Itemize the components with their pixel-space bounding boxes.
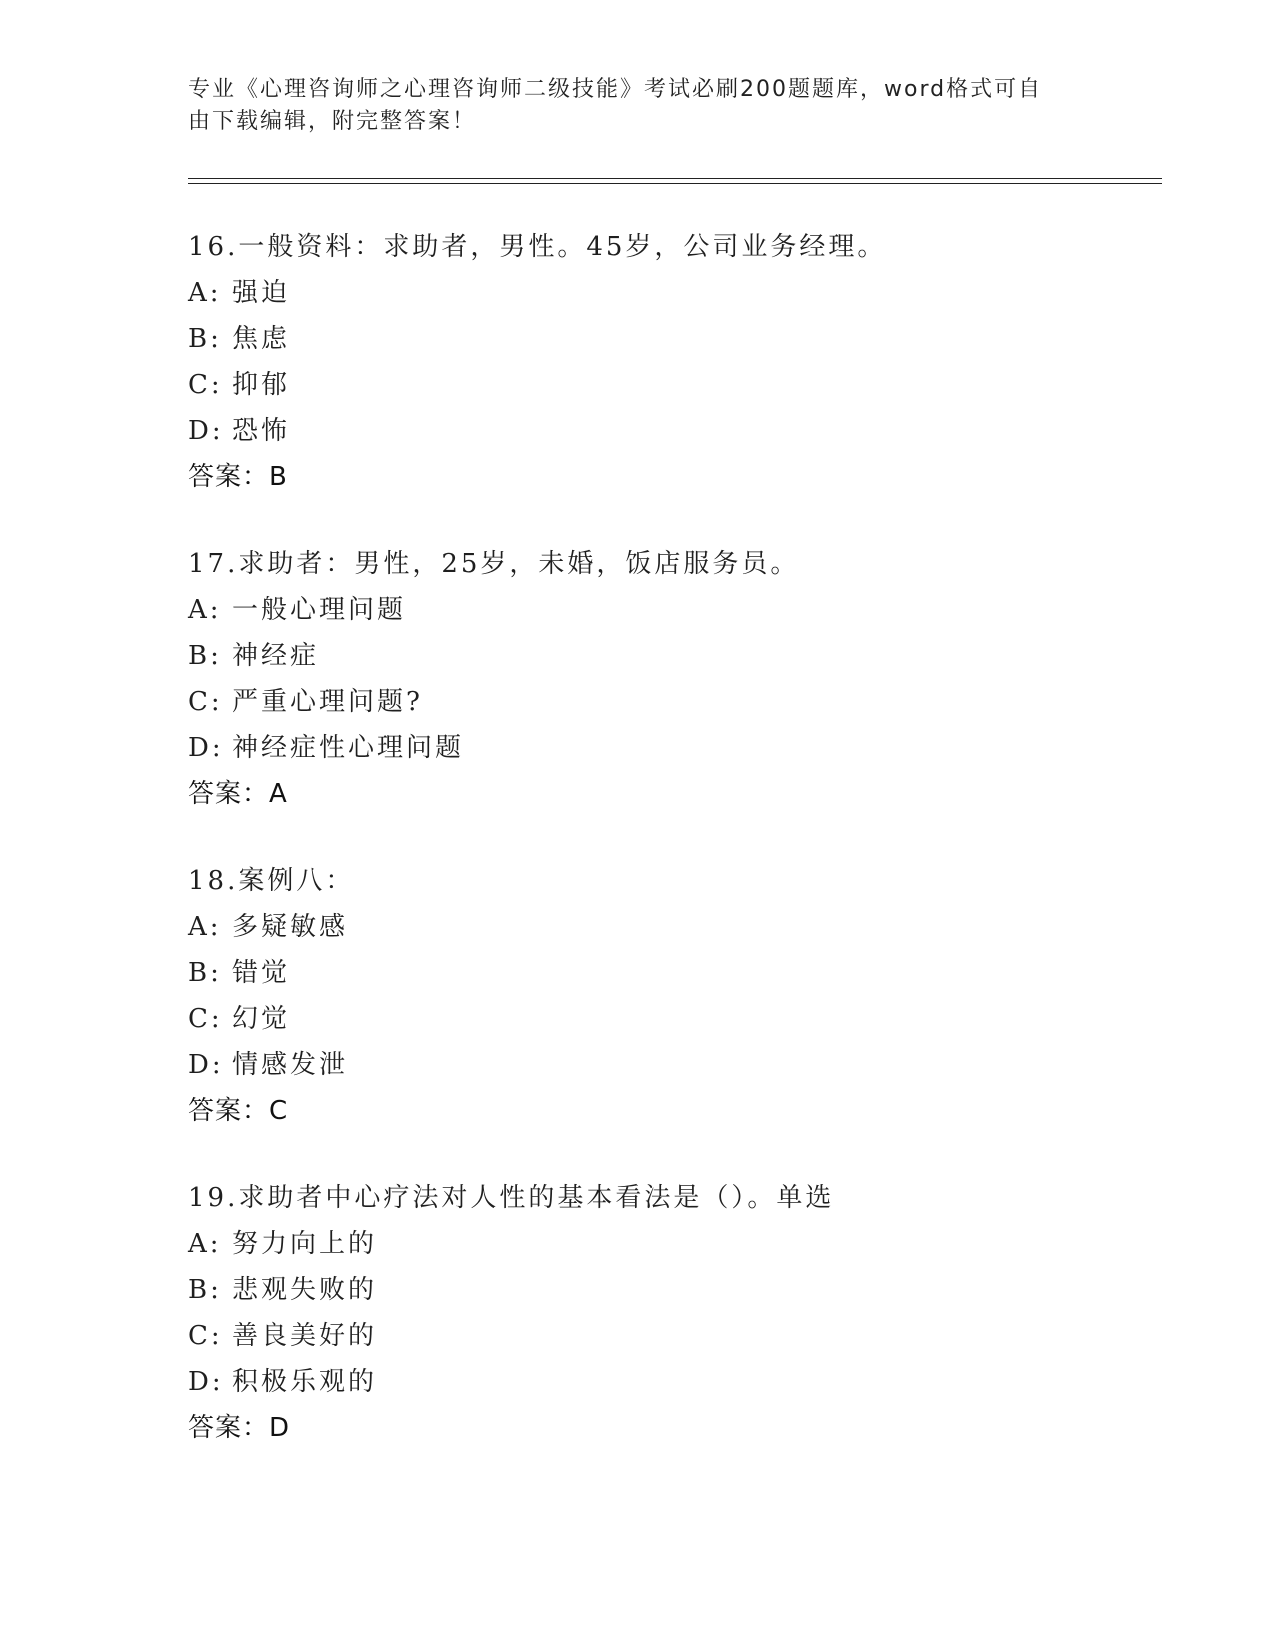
option-key: D: [188,1050,224,1080]
option-text: 悲观失败的 [232,1275,378,1305]
answer-line [188,1405,1138,1451]
option-text: 情感发泄 [232,1050,349,1080]
answer-label: 答案： [188,779,270,809]
option-a [188,1221,1138,1267]
option-text: 错觉 [232,958,291,988]
option-key: C: [188,1321,223,1351]
header-divider [188,178,1162,184]
answer-value: A [269,779,288,809]
option-d [188,725,1138,771]
option-c [188,679,1138,725]
answer-label: 答案： [188,1096,270,1126]
option-key: A: [188,1229,222,1259]
answer-value: D [269,1413,291,1443]
option-text: 多疑敏感 [232,912,349,942]
option-d [188,1042,1138,1088]
option-key: D: [188,1367,224,1397]
option-text: 抑郁 [232,370,291,400]
option-text: 焦虑 [232,324,291,354]
answer-label: 答案： [188,462,270,492]
question-16 [188,224,1138,500]
answer-label: 答案： [188,1413,270,1443]
option-text: 幻觉 [232,1004,291,1034]
option-key: C: [188,687,223,717]
answer-line [188,454,1138,500]
option-key: B: [188,1275,222,1305]
option-key: D: [188,733,224,763]
option-text: 善良美好的 [232,1321,378,1351]
option-text: 神经症性心理问题 [232,733,465,763]
answer-line [188,1088,1138,1134]
option-text: 积极乐观的 [232,1367,378,1397]
answer-value: C [269,1096,289,1126]
question-18 [188,858,1138,1134]
option-key: B: [188,324,222,354]
header-line-2: 由下载编辑，附完整答案！ [188,109,477,134]
option-key: C: [188,1004,223,1034]
option-key: A: [188,595,222,625]
option-key: B: [188,958,222,988]
option-d [188,1359,1138,1405]
question-stem: 16.一般资料：求助者，男性。45岁，公司业务经理。 [188,232,887,262]
option-a [188,904,1138,950]
answer-value: B [269,462,288,492]
option-b [188,1267,1138,1313]
option-text: 强迫 [232,278,291,308]
option-key: B: [188,641,222,671]
option-key: C: [188,370,223,400]
answer-line [188,771,1138,817]
option-b [188,950,1138,996]
option-text: 神经症 [232,641,320,671]
option-a [188,587,1138,633]
option-b [188,633,1138,679]
option-key: D: [188,416,224,446]
option-c [188,362,1138,408]
option-text: 一般心理问题 [232,595,407,625]
question-19 [188,1175,1138,1451]
option-b [188,316,1138,362]
option-key: A: [188,278,222,308]
option-d [188,408,1138,454]
question-17 [188,541,1138,817]
option-c [188,1313,1138,1359]
option-c [188,996,1138,1042]
option-text: 恐怖 [232,416,291,446]
question-stem: 17.求助者：男性，25岁，未婚，饭店服务员。 [188,549,800,579]
question-stem: 18.案例八： [188,866,355,896]
document-header [188,74,1068,138]
option-text: 严重心理问题? [232,687,423,717]
header-line-1: 专业《心理咨询师之心理咨询师二级技能》考试必刷200题题库，word格式可自 [188,77,1043,102]
option-a [188,270,1138,316]
question-stem: 19.求助者中心疗法对人性的基本看法是（）。单选 [188,1183,835,1213]
option-text: 努力向上的 [232,1229,378,1259]
option-key: A: [188,912,222,942]
